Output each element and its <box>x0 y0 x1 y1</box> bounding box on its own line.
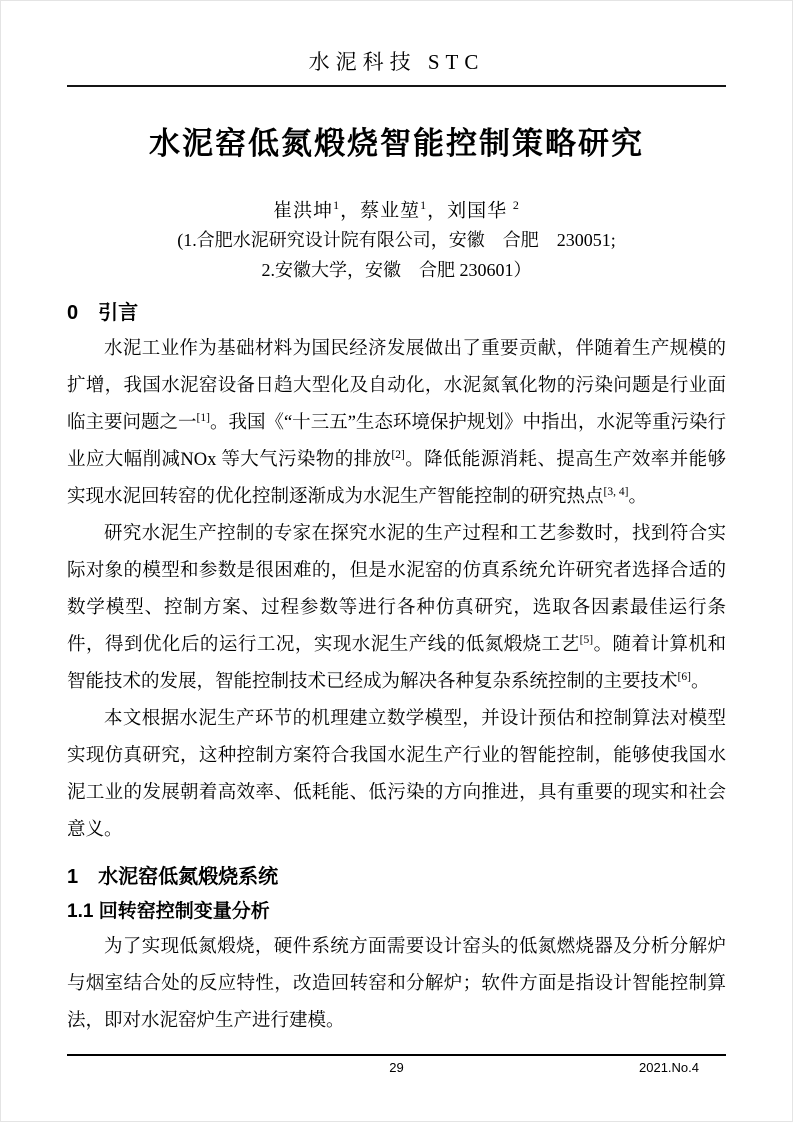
body-paragraph: 研究水泥生产控制的专家在探究水泥的生产过程和工艺参数时，找到符合实际对象的模型和参数是很困难的，但是水泥窑的仿真系统允许研究者选择合适的数学模型、控制方案、过程参数等进行各种仿真研究，选取各因素最佳运行条件，得到优化后的运行工况，实现水泥生产线的低氮煅烧工艺[5]。随着计算机和智能技术的发展，智能控制技术已经成为解决各种复杂系统控制的主要技术[6]。 <box>67 524 726 693</box>
authors-line: 崔洪坤$^1$，蔡业堃$^1$，刘国华 $^2$ <box>273 198 520 222</box>
body-paragraph: 本文根据水泥生产环节的机理建立数学模型，并设计预估和控制算法对模型实现仿真研究，这种控制方案符合我国水泥生产行业的智能控制，能够使我国水泥工业的发展朝着高效率、低耗能、低污染的方向推进，具有重要的现实和社会意义。 <box>67 709 726 841</box>
journal-header: 水泥科技 STC <box>308 50 485 74</box>
header-rule <box>67 85 726 87</box>
footer-rule <box>67 1054 726 1075</box>
issue-label: 2021.No.4 <box>639 1060 699 1075</box>
body-paragraph: 水泥工业作为基础材料为国民经济发展做出了重要贡献，伴随着生产规模的扩增，我国水泥窑设备日趋大型化及自动化，水泥氮氧化物的污染问题是行业面临主要问题之一[1]。我国《“十三五”生态环境保护规划》中指出，水泥等重污染行业应大幅削减NOx 等大气污染物的排放[2]。降低能源消耗、提高生产效率并能够实现水泥回转窑的优化控制逐渐成为水泥生产智能控制的研究热点[3, 4]。 <box>67 339 726 508</box>
page-content <box>1 47 792 1040</box>
section-heading-1: 1 水泥窑低氮煅烧系统 <box>67 866 279 889</box>
affiliation-line: (1.合肥水泥研究设计院有限公司，安徽 合肥 230051; <box>177 230 616 251</box>
section-heading-intro: 0 引言 <box>67 302 139 325</box>
body-paragraph: 为了实现低氮煅烧，硬件系统方面需要设计窑头的低氮燃烧器及分析分解炉与烟室结合处的反应特性，改造回转窑和分解炉；软件方面是指设计智能控制算法，即对水泥窑炉生产进行建模。 <box>67 937 726 1032</box>
page-title: 水泥窑低氮煅烧智能控制策略研究 <box>149 126 644 161</box>
page-number: 29 <box>389 1060 404 1075</box>
affiliation-line: 2.安徽大学，安徽 合肥 230601） <box>261 260 532 281</box>
section-heading-1-1: 1.1 回转窑控制变量分析 <box>67 901 270 923</box>
